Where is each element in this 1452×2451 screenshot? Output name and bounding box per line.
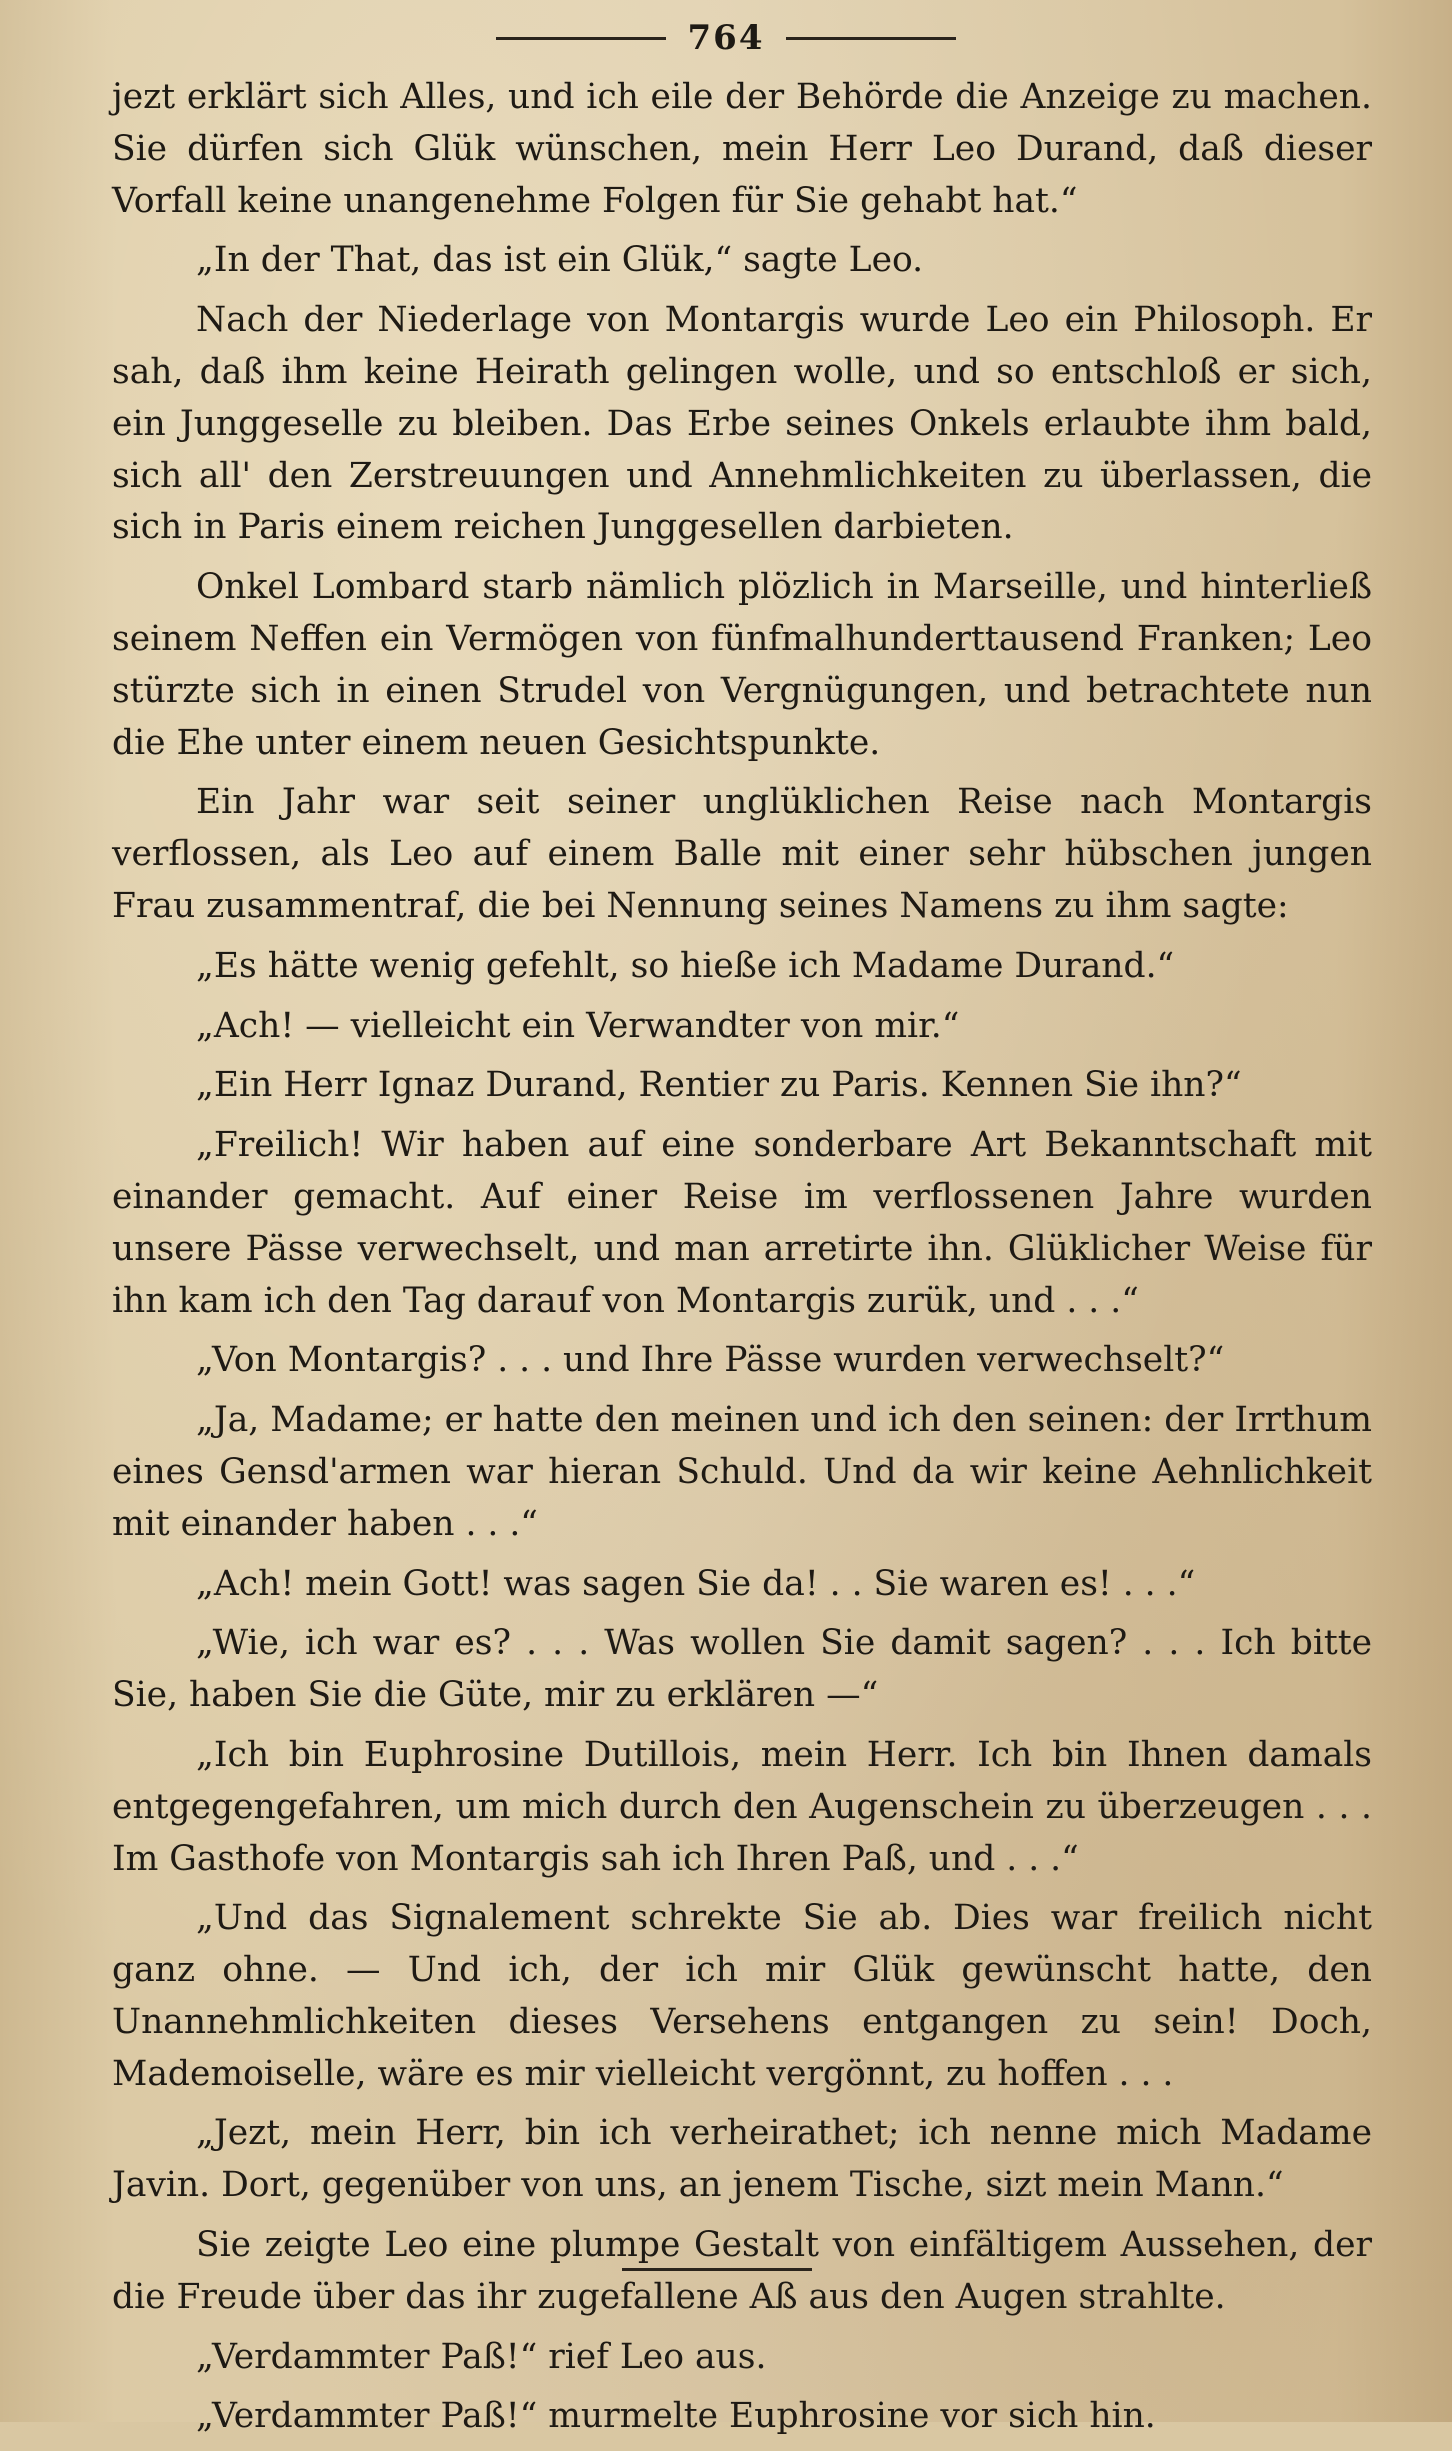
paragraph: „Ein Herr Ignaz Durand, Rentier zu Paris. Kennen Sie ihn?“	[196, 1065, 1242, 1106]
header-rule-right	[786, 37, 956, 40]
paragraph: „Freilich! Wir haben auf eine sonderbare Art Bekanntschaft mit einander gemacht. Auf einer Reise im verflossenen Jahre wurden unsere Pässe verwechselt, und man arretirte ihn. Glüklicher Weise für ihn kam ich den Tag darauf von Montargis zurük, und . . .“	[112, 1125, 1372, 1321]
end-rule	[622, 2268, 812, 2271]
paragraph: „Wie, ich war es? . . . Was wollen Sie damit sagen? . . . Ich bitte Sie, haben Sie die Güte, mir zu erklären —“	[112, 1623, 1372, 1716]
paragraph: Onkel Lombard starb nämlich plözlich in Marseille, und hinterließ seinem Neffen ein Vermögen von fünfmalhunderttausend Franken; Leo stürzte sich in einen Strudel von Vergnügungen, und betrachtete nun die Ehe unter einem neuen Gesichtspunkte.	[112, 567, 1372, 763]
page-header	[0, 18, 1452, 58]
paragraph: „Verdammter Paß!“ rief Leo aus.	[196, 2336, 767, 2377]
body-text	[112, 72, 1372, 2451]
paragraph: „Ach! mein Gott! was sagen Sie da! . . Sie waren es! . . .“	[196, 1563, 1196, 1604]
header-rule-left	[496, 37, 666, 40]
paragraph: „Von Montargis? . . . und Ihre Pässe wurden verwechselt?“	[196, 1340, 1225, 1381]
paragraph: Sie zeigte Leo eine plumpe Gestalt von einfältigem Aussehen, der die Freude über das ihr zugefallene Aß aus den Augen strahlte.	[112, 2225, 1372, 2317]
paragraph: „Es hätte wenig gefehlt, so hieße ich Madame Durand.“	[196, 945, 1175, 986]
paragraph: „Verdammter Paß!“ murmelte Euphrosine vor sich hin.	[196, 2396, 1156, 2437]
paragraph: Nach der Niederlage von Montargis wurde Leo ein Philosoph. Er sah, daß ihm keine Heirath gelingen wolle, und so entschloß er sich, ein Junggeselle zu bleiben. Das Erbe seines Onkels erlaubte ihm bald, sich all' den Zerstreuungen und Annehmlichkeiten zu überlassen, die sich in Paris einem reichen Junggesellen darbieten.	[112, 300, 1372, 548]
paragraph: „Und das Signalement schrekte Sie ab. Dies war freilich nicht ganz ohne. — Und ich, der ich mir Glük gewünscht hatte, den Unannehmlichkeiten dieses Versehens entgangen zu sein! Doch, Mademoiselle, wäre es mir vielleicht vergönnt, zu hoffen . . .	[112, 1898, 1372, 2094]
paragraph: „Ich bin Euphrosine Dutillois, mein Herr. Ich bin Ihnen damals entgegengefahren, um mich durch den Augenschein zu überzeugen . . . Im Gasthofe von Montargis sah ich Ihren Paß, und . . .“	[112, 1734, 1372, 1879]
paragraph: „Ja, Madame; er hatte den meinen und ich den seinen: der Irrthum eines Gensd'armen war hieran Schuld. Und da wir keine Aehnlichkeit mit einander haben . . .“	[112, 1400, 1372, 1544]
paragraph: „In der That, das ist ein Glük,“ sagte Leo.	[196, 240, 924, 281]
paragraph: jezt erklärt sich Alles, und ich eile der Behörde die Anzeige zu machen. Sie dürfen sich Glük wünschen, mein Herr Leo Durand, daß dieser Vorfall keine unangenehme Folgen für Sie gehabt hat.“	[112, 77, 1372, 221]
paragraph: Ein Jahr war seit seiner unglüklichen Reise nach Montargis verflossen, als Leo auf einem Balle mit einer sehr hübschen jungen Frau zusammentraf, die bei Nennung seines Namens zu ihm sagte:	[112, 782, 1372, 926]
page-number: 764	[687, 18, 765, 58]
paragraph: „Jezt, mein Herr, bin ich verheirathet; ich nenne mich Madame Javin. Dort, gegenüber von uns, an jenem Tische, sizt mein Mann.“	[112, 2113, 1372, 2206]
paragraph: „Ach! — vielleicht ein Verwandter von mir.“	[196, 1005, 960, 1046]
